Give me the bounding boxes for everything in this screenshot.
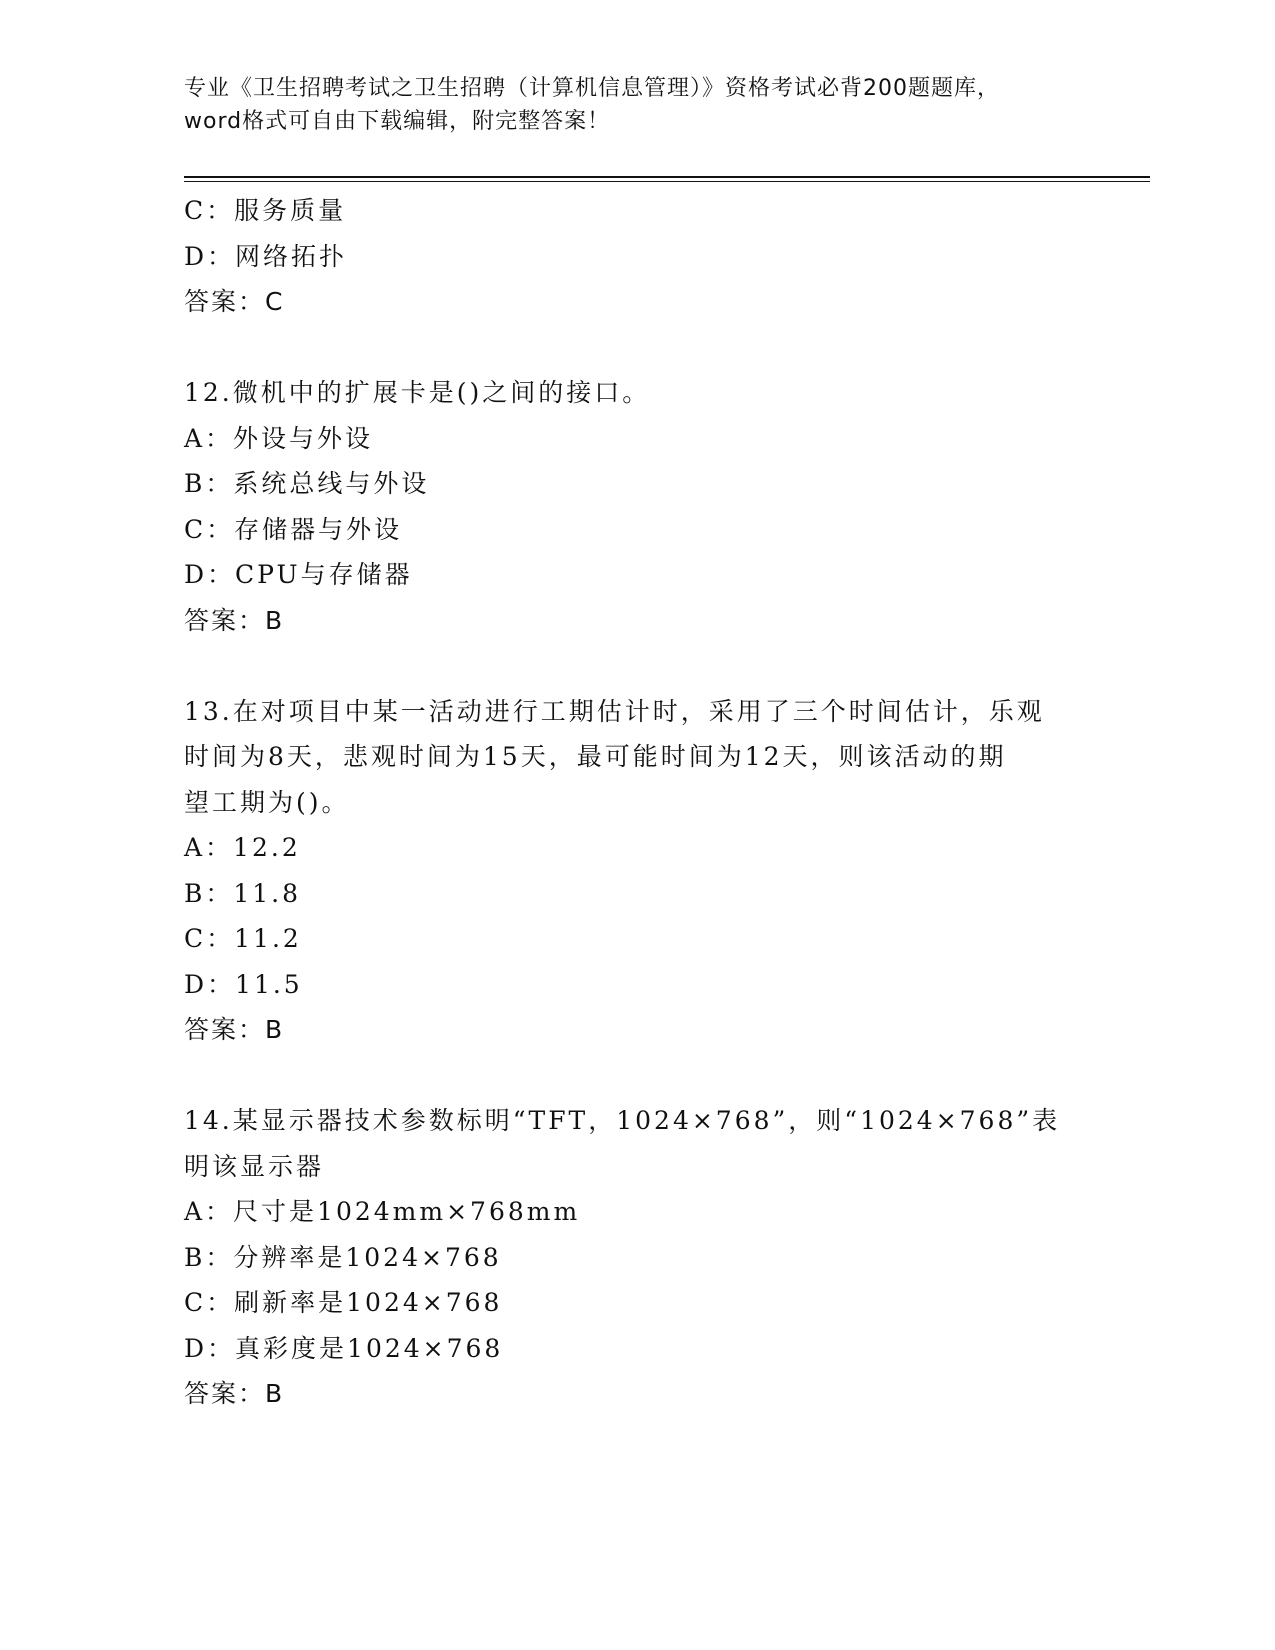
option-c: C：存储器与外设 xyxy=(184,514,403,544)
answer-label: 答案：B xyxy=(184,605,285,635)
question-text-line-2: 时间为8天，悲观时间为15天，最可能时间为12天，则该活动的期 xyxy=(184,742,1007,771)
option-c: C：11.2 xyxy=(184,924,302,953)
question-block-13 xyxy=(184,689,1084,1053)
option-c: C：服务质量 xyxy=(184,196,347,225)
header-line-2: word格式可自由下载编辑，附完整答案！ xyxy=(184,109,611,134)
document-header xyxy=(184,72,1084,138)
option-d: D：11.5 xyxy=(184,969,303,999)
question-text-line-3: 望工期为()。 xyxy=(184,787,350,817)
option-d: D：CPU与存储器 xyxy=(184,560,413,589)
option-d: D：网络拓扑 xyxy=(184,241,348,271)
question-block-prev xyxy=(184,188,1084,325)
question-list xyxy=(184,188,1084,1417)
header-line-1: 专业《卫生招聘考试之卫生招聘（计算机信息管理）》资格考试必背200题题库， xyxy=(184,76,1000,101)
answer-label: 答案：B xyxy=(184,1015,285,1044)
header-rule xyxy=(184,176,1150,178)
question-text-line-1: 13.在对项目中某一活动进行工期估计时，采用了三个时间估计，乐观 xyxy=(184,696,1045,726)
option-b: B：11.8 xyxy=(184,878,302,908)
question-text-line-2: 明该显示器 xyxy=(184,1151,325,1181)
question-text-line-1: 14.某显示器技术参数标明“TFT，1024×768”，则“1024×768”表 xyxy=(184,1106,1061,1135)
question-block-12 xyxy=(184,370,1084,643)
option-a: A：外设与外设 xyxy=(184,423,374,453)
option-b: B：分辨率是1024×768 xyxy=(184,1242,502,1272)
option-a: A：尺寸是1024mm×768mm xyxy=(184,1197,581,1226)
option-d: D：真彩度是1024×768 xyxy=(184,1333,504,1363)
question-text: 12.微机中的扩展卡是()之间的接口。 xyxy=(184,378,651,407)
option-c: C：刷新率是1024×768 xyxy=(184,1288,503,1317)
answer-label: 答案：C xyxy=(184,287,285,316)
header-rule-thin xyxy=(184,181,1150,182)
question-block-14 xyxy=(184,1098,1084,1417)
option-a: A：12.2 xyxy=(184,833,301,862)
option-b: B：系统总线与外设 xyxy=(184,469,430,498)
answer-label: 答案：B xyxy=(184,1379,285,1408)
